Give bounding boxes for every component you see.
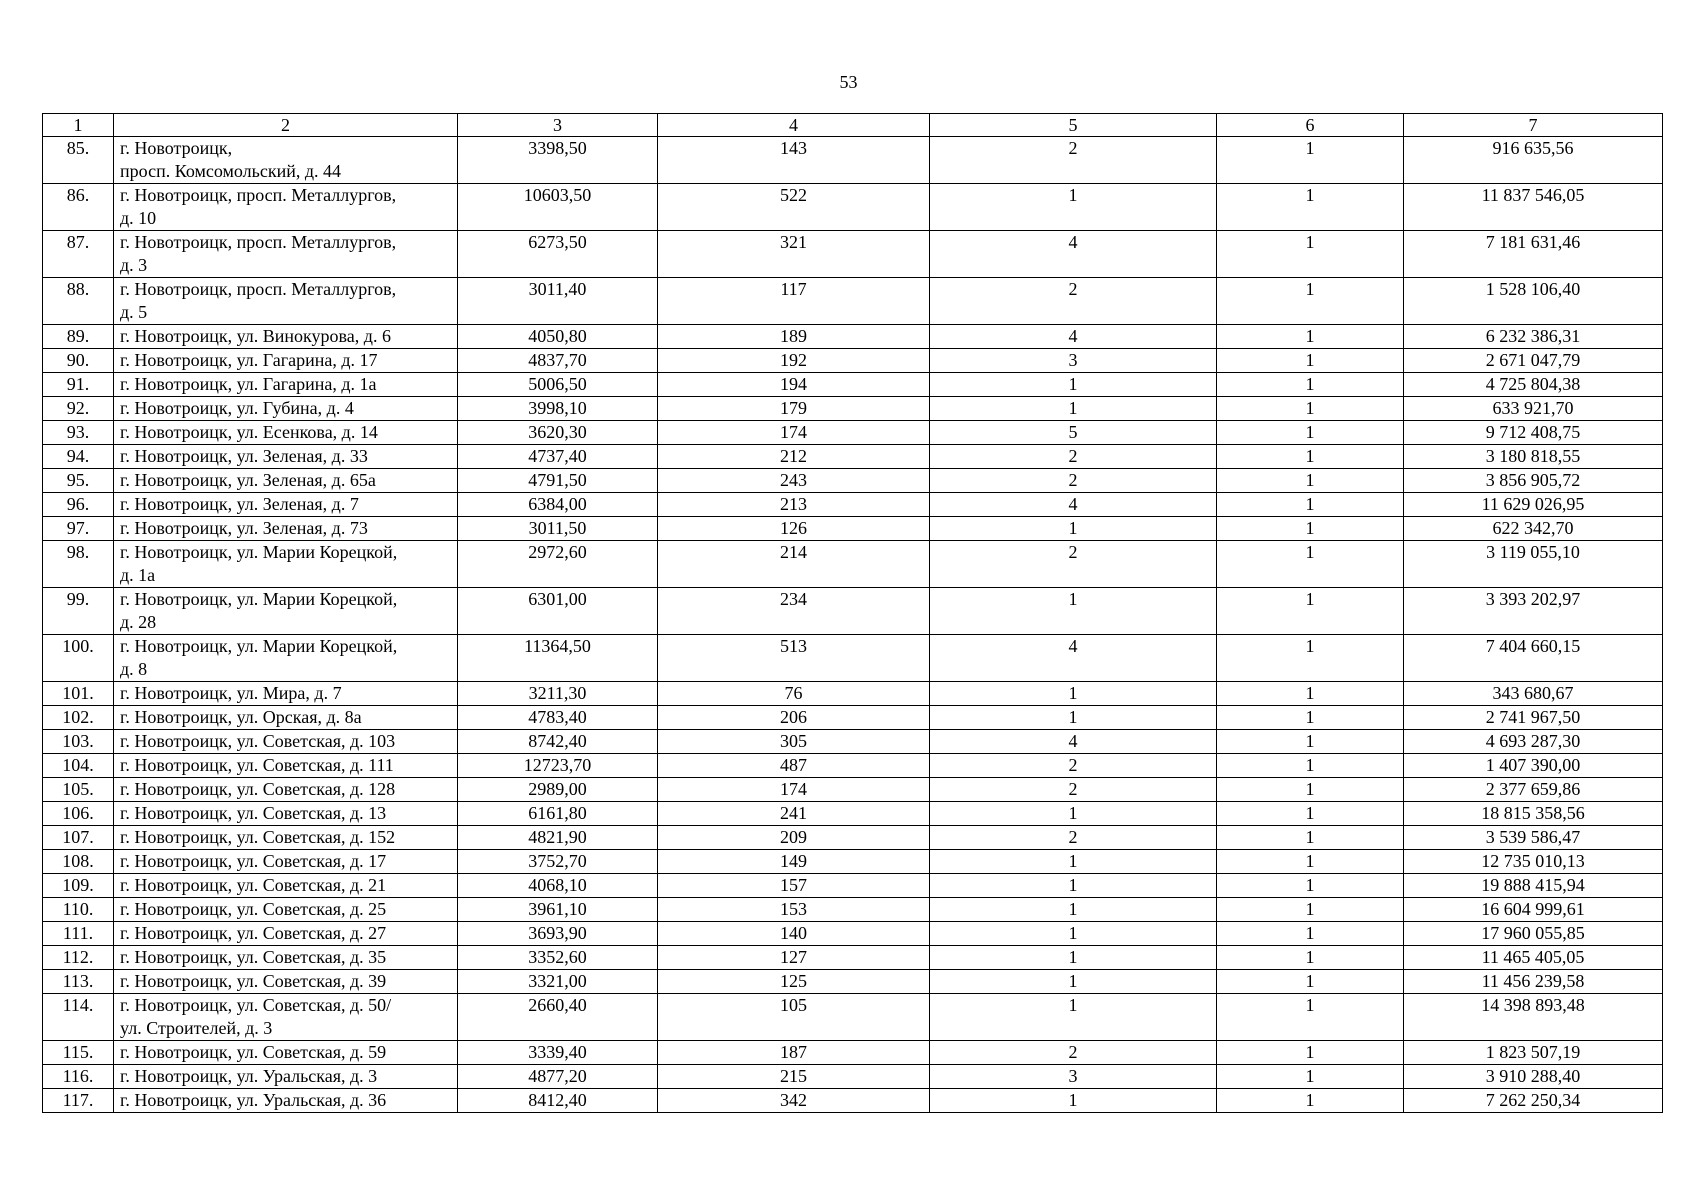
residents-cell: 342 (658, 1089, 930, 1113)
cost-cell: 11 456 239,58 (1404, 970, 1663, 994)
residents-cell: 105 (658, 994, 930, 1041)
row-number-cell: 93. (43, 421, 114, 445)
cost-cell: 7 404 660,15 (1404, 635, 1663, 682)
cost-cell: 622 342,70 (1404, 517, 1663, 541)
count-col5-cell: 1 (930, 802, 1217, 826)
address-cell: г. Новотроицк, ул. Советская, д. 103 (114, 730, 458, 754)
column-header-7: 7 (1404, 114, 1663, 137)
row-number-cell: 85. (43, 137, 114, 184)
area-cell: 4877,20 (458, 1065, 658, 1089)
row-number-cell: 100. (43, 635, 114, 682)
table-row (43, 469, 1663, 493)
count-col6-cell: 1 (1217, 137, 1404, 184)
area-cell: 3339,40 (458, 1041, 658, 1065)
row-number-cell: 88. (43, 278, 114, 325)
count-col5-cell: 2 (930, 541, 1217, 588)
address-cell: г. Новотроицк, ул. Советская, д. 128 (114, 778, 458, 802)
count-col6-cell: 1 (1217, 541, 1404, 588)
column-header-3: 3 (458, 114, 658, 137)
count-col6-cell: 1 (1217, 349, 1404, 373)
residents-cell: 127 (658, 946, 930, 970)
row-number-cell: 101. (43, 682, 114, 706)
address-cell: г. Новотроицк, ул. Советская, д. 13 (114, 802, 458, 826)
area-cell: 10603,50 (458, 184, 658, 231)
area-cell: 3693,90 (458, 922, 658, 946)
row-number-cell: 115. (43, 1041, 114, 1065)
count-col6-cell: 1 (1217, 730, 1404, 754)
table-row (43, 754, 1663, 778)
count-col6-cell: 1 (1217, 802, 1404, 826)
row-number-cell: 90. (43, 349, 114, 373)
count-col5-cell: 2 (930, 278, 1217, 325)
address-cell: г. Новотроицк, ул. Мира, д. 7 (114, 682, 458, 706)
count-col5-cell: 4 (930, 325, 1217, 349)
residents-cell: 192 (658, 349, 930, 373)
count-col6-cell: 1 (1217, 397, 1404, 421)
address-cell: г. Новотроицк, ул. Советская, д. 59 (114, 1041, 458, 1065)
cost-cell: 19 888 415,94 (1404, 874, 1663, 898)
row-number-cell: 109. (43, 874, 114, 898)
area-cell: 3352,60 (458, 946, 658, 970)
count-col6-cell: 1 (1217, 421, 1404, 445)
table-row (43, 826, 1663, 850)
residents-cell: 174 (658, 421, 930, 445)
cost-cell: 18 815 358,56 (1404, 802, 1663, 826)
cost-cell: 1 823 507,19 (1404, 1041, 1663, 1065)
area-cell: 8742,40 (458, 730, 658, 754)
table-row (43, 970, 1663, 994)
address-cell: г. Новотроицк, ул. Орская, д. 8а (114, 706, 458, 730)
count-col5-cell: 4 (930, 635, 1217, 682)
count-col5-cell: 1 (930, 184, 1217, 231)
table-row (43, 946, 1663, 970)
area-cell: 4050,80 (458, 325, 658, 349)
cost-cell: 3 856 905,72 (1404, 469, 1663, 493)
count-col5-cell: 2 (930, 1041, 1217, 1065)
count-col6-cell: 1 (1217, 517, 1404, 541)
row-number-cell: 86. (43, 184, 114, 231)
count-col5-cell: 2 (930, 137, 1217, 184)
table-row (43, 802, 1663, 826)
area-cell: 11364,50 (458, 635, 658, 682)
count-col5-cell: 1 (930, 922, 1217, 946)
cost-cell: 9 712 408,75 (1404, 421, 1663, 445)
address-cell: г. Новотроицк, ул. Марии Корецкой, д. 1а (114, 541, 458, 588)
table-row (43, 778, 1663, 802)
cost-cell: 3 539 586,47 (1404, 826, 1663, 850)
address-cell: г. Новотроицк, ул. Зеленая, д. 73 (114, 517, 458, 541)
count-col6-cell: 1 (1217, 325, 1404, 349)
row-number-cell: 105. (43, 778, 114, 802)
count-col6-cell: 1 (1217, 826, 1404, 850)
count-col6-cell: 1 (1217, 588, 1404, 635)
count-col5-cell: 4 (930, 730, 1217, 754)
cost-cell: 3 910 288,40 (1404, 1065, 1663, 1089)
area-cell: 3752,70 (458, 850, 658, 874)
row-number-cell: 116. (43, 1065, 114, 1089)
address-cell: г. Новотроицк, ул. Уральская, д. 3 (114, 1065, 458, 1089)
row-number-cell: 89. (43, 325, 114, 349)
cost-cell: 14 398 893,48 (1404, 994, 1663, 1041)
count-col5-cell: 1 (930, 970, 1217, 994)
area-cell: 3321,00 (458, 970, 658, 994)
count-col5-cell: 5 (930, 421, 1217, 445)
row-number-cell: 94. (43, 445, 114, 469)
residents-cell: 522 (658, 184, 930, 231)
registry-table (42, 113, 1663, 1113)
cost-cell: 4 693 287,30 (1404, 730, 1663, 754)
count-col6-cell: 1 (1217, 278, 1404, 325)
address-cell: г. Новотроицк, ул. Винокурова, д. 6 (114, 325, 458, 349)
address-cell: г. Новотроицк, ул. Советская, д. 25 (114, 898, 458, 922)
cost-cell: 7 262 250,34 (1404, 1089, 1663, 1113)
count-col5-cell: 1 (930, 588, 1217, 635)
count-col5-cell: 2 (930, 754, 1217, 778)
residents-cell: 174 (658, 778, 930, 802)
residents-cell: 234 (658, 588, 930, 635)
cost-cell: 2 377 659,86 (1404, 778, 1663, 802)
table-row (43, 373, 1663, 397)
residents-cell: 117 (658, 278, 930, 325)
row-number-cell: 108. (43, 850, 114, 874)
table-row (43, 137, 1663, 184)
address-cell: г. Новотроицк, ул. Советская, д. 27 (114, 922, 458, 946)
area-cell: 5006,50 (458, 373, 658, 397)
cost-cell: 11 837 546,05 (1404, 184, 1663, 231)
row-number-cell: 87. (43, 231, 114, 278)
residents-cell: 157 (658, 874, 930, 898)
row-number-cell: 114. (43, 994, 114, 1041)
count-col5-cell: 1 (930, 994, 1217, 1041)
area-cell: 3998,10 (458, 397, 658, 421)
address-cell: г. Новотроицк, ул. Зеленая, д. 33 (114, 445, 458, 469)
area-cell: 4837,70 (458, 349, 658, 373)
residents-cell: 305 (658, 730, 930, 754)
count-col5-cell: 2 (930, 469, 1217, 493)
count-col6-cell: 1 (1217, 469, 1404, 493)
row-number-cell: 117. (43, 1089, 114, 1113)
count-col6-cell: 1 (1217, 874, 1404, 898)
cost-cell: 343 680,67 (1404, 682, 1663, 706)
area-cell: 3211,30 (458, 682, 658, 706)
address-cell: г. Новотроицк, ул. Марии Корецкой, д. 28 (114, 588, 458, 635)
residents-cell: 206 (658, 706, 930, 730)
row-number-cell: 104. (43, 754, 114, 778)
row-number-cell: 92. (43, 397, 114, 421)
area-cell: 3620,30 (458, 421, 658, 445)
area-cell: 3398,50 (458, 137, 658, 184)
column-header-2: 2 (114, 114, 458, 137)
column-header-4: 4 (658, 114, 930, 137)
table-row (43, 850, 1663, 874)
area-cell: 12723,70 (458, 754, 658, 778)
count-col6-cell: 1 (1217, 706, 1404, 730)
cost-cell: 633 921,70 (1404, 397, 1663, 421)
row-number-cell: 102. (43, 706, 114, 730)
cost-cell: 1 407 390,00 (1404, 754, 1663, 778)
table-row (43, 325, 1663, 349)
count-col5-cell: 4 (930, 231, 1217, 278)
area-cell: 6301,00 (458, 588, 658, 635)
address-cell: г. Новотроицк, просп. Комсомольский, д. 44 (114, 137, 458, 184)
row-number-cell: 91. (43, 373, 114, 397)
count-col6-cell: 1 (1217, 994, 1404, 1041)
area-cell: 3961,10 (458, 898, 658, 922)
address-cell: г. Новотроицк, ул. Советская, д. 50/ ул. Строителей, д. 3 (114, 994, 458, 1041)
table-header (43, 114, 1663, 137)
row-number-cell: 110. (43, 898, 114, 922)
row-number-cell: 113. (43, 970, 114, 994)
count-col6-cell: 1 (1217, 1065, 1404, 1089)
column-header-5: 5 (930, 114, 1217, 137)
table-row (43, 1065, 1663, 1089)
header-row (43, 114, 1663, 137)
residents-cell: 149 (658, 850, 930, 874)
address-cell: г. Новотроицк, ул. Зеленая, д. 7 (114, 493, 458, 517)
area-cell: 2989,00 (458, 778, 658, 802)
table-row (43, 730, 1663, 754)
area-cell: 4068,10 (458, 874, 658, 898)
cost-cell: 7 181 631,46 (1404, 231, 1663, 278)
count-col5-cell: 1 (930, 898, 1217, 922)
area-cell: 6161,80 (458, 802, 658, 826)
count-col6-cell: 1 (1217, 682, 1404, 706)
row-number-cell: 106. (43, 802, 114, 826)
address-cell: г. Новотроицк, просп. Металлургов, д. 3 (114, 231, 458, 278)
address-cell: г. Новотроицк, ул. Советская, д. 17 (114, 850, 458, 874)
area-cell: 3011,40 (458, 278, 658, 325)
cost-cell: 12 735 010,13 (1404, 850, 1663, 874)
column-header-1: 1 (43, 114, 114, 137)
address-cell: г. Новотроицк, ул. Гагарина, д. 17 (114, 349, 458, 373)
area-cell: 6273,50 (458, 231, 658, 278)
cost-cell: 4 725 804,38 (1404, 373, 1663, 397)
cost-cell: 3 393 202,97 (1404, 588, 1663, 635)
table-row (43, 445, 1663, 469)
area-cell: 4821,90 (458, 826, 658, 850)
table-row (43, 994, 1663, 1041)
residents-cell: 179 (658, 397, 930, 421)
residents-cell: 126 (658, 517, 930, 541)
cost-cell: 2 741 967,50 (1404, 706, 1663, 730)
table-row (43, 184, 1663, 231)
address-cell: г. Новотроицк, ул. Советская, д. 111 (114, 754, 458, 778)
table-row (43, 278, 1663, 325)
row-number-cell: 97. (43, 517, 114, 541)
address-cell: г. Новотроицк, ул. Советская, д. 21 (114, 874, 458, 898)
count-col6-cell: 1 (1217, 635, 1404, 682)
count-col5-cell: 2 (930, 445, 1217, 469)
cost-cell: 916 635,56 (1404, 137, 1663, 184)
table-row (43, 682, 1663, 706)
residents-cell: 321 (658, 231, 930, 278)
count-col5-cell: 2 (930, 826, 1217, 850)
count-col5-cell: 1 (930, 1089, 1217, 1113)
count-col6-cell: 1 (1217, 850, 1404, 874)
cost-cell: 3 180 818,55 (1404, 445, 1663, 469)
count-col5-cell: 1 (930, 946, 1217, 970)
table-row (43, 231, 1663, 278)
count-col5-cell: 1 (930, 874, 1217, 898)
residents-cell: 187 (658, 1041, 930, 1065)
residents-cell: 212 (658, 445, 930, 469)
cost-cell: 1 528 106,40 (1404, 278, 1663, 325)
cost-cell: 2 671 047,79 (1404, 349, 1663, 373)
address-cell: г. Новотроицк, ул. Губина, д. 4 (114, 397, 458, 421)
count-col6-cell: 1 (1217, 970, 1404, 994)
address-cell: г. Новотроицк, ул. Советская, д. 39 (114, 970, 458, 994)
residents-cell: 189 (658, 325, 930, 349)
residents-cell: 487 (658, 754, 930, 778)
table-row (43, 349, 1663, 373)
area-cell: 4791,50 (458, 469, 658, 493)
row-number-cell: 107. (43, 826, 114, 850)
row-number-cell: 112. (43, 946, 114, 970)
area-cell: 8412,40 (458, 1089, 658, 1113)
table-row (43, 517, 1663, 541)
count-col6-cell: 1 (1217, 754, 1404, 778)
count-col5-cell: 2 (930, 778, 1217, 802)
residents-cell: 241 (658, 802, 930, 826)
cost-cell: 3 119 055,10 (1404, 541, 1663, 588)
count-col6-cell: 1 (1217, 778, 1404, 802)
count-col5-cell: 1 (930, 373, 1217, 397)
table-row (43, 922, 1663, 946)
row-number-cell: 96. (43, 493, 114, 517)
table-row (43, 635, 1663, 682)
residents-cell: 143 (658, 137, 930, 184)
residents-cell: 76 (658, 682, 930, 706)
area-cell: 3011,50 (458, 517, 658, 541)
area-cell: 2972,60 (458, 541, 658, 588)
table-row (43, 397, 1663, 421)
residents-cell: 513 (658, 635, 930, 682)
count-col5-cell: 1 (930, 397, 1217, 421)
row-number-cell: 99. (43, 588, 114, 635)
count-col6-cell: 1 (1217, 946, 1404, 970)
count-col5-cell: 1 (930, 850, 1217, 874)
count-col6-cell: 1 (1217, 1041, 1404, 1065)
area-cell: 2660,40 (458, 994, 658, 1041)
address-cell: г. Новотроицк, ул. Марии Корецкой, д. 8 (114, 635, 458, 682)
table-row (43, 1089, 1663, 1113)
row-number-cell: 111. (43, 922, 114, 946)
count-col5-cell: 1 (930, 517, 1217, 541)
page-number: 53 (839, 72, 858, 92)
address-cell: г. Новотроицк, ул. Советская, д. 152 (114, 826, 458, 850)
address-cell: г. Новотроицк, ул. Уральская, д. 36 (114, 1089, 458, 1113)
count-col5-cell: 4 (930, 493, 1217, 517)
residents-cell: 125 (658, 970, 930, 994)
count-col6-cell: 1 (1217, 445, 1404, 469)
table-row (43, 421, 1663, 445)
residents-cell: 209 (658, 826, 930, 850)
count-col5-cell: 1 (930, 682, 1217, 706)
table-body (43, 137, 1663, 1113)
count-col6-cell: 1 (1217, 922, 1404, 946)
count-col5-cell: 3 (930, 1065, 1217, 1089)
residents-cell: 153 (658, 898, 930, 922)
cost-cell: 11 629 026,95 (1404, 493, 1663, 517)
residents-cell: 194 (658, 373, 930, 397)
area-cell: 6384,00 (458, 493, 658, 517)
cost-cell: 17 960 055,85 (1404, 922, 1663, 946)
cost-cell: 6 232 386,31 (1404, 325, 1663, 349)
address-cell: г. Новотроицк, ул. Гагарина, д. 1а (114, 373, 458, 397)
count-col6-cell: 1 (1217, 898, 1404, 922)
table-row (43, 588, 1663, 635)
count-col6-cell: 1 (1217, 231, 1404, 278)
row-number-cell: 95. (43, 469, 114, 493)
row-number-cell: 103. (43, 730, 114, 754)
address-cell: г. Новотроицк, ул. Зеленая, д. 65а (114, 469, 458, 493)
row-number-cell: 98. (43, 541, 114, 588)
table-row (43, 1041, 1663, 1065)
count-col5-cell: 3 (930, 349, 1217, 373)
count-col5-cell: 1 (930, 706, 1217, 730)
count-col6-cell: 1 (1217, 493, 1404, 517)
address-cell: г. Новотроицк, ул. Есенкова, д. 14 (114, 421, 458, 445)
count-col6-cell: 1 (1217, 184, 1404, 231)
residents-cell: 140 (658, 922, 930, 946)
table-row (43, 706, 1663, 730)
table-row (43, 898, 1663, 922)
table-row (43, 541, 1663, 588)
residents-cell: 243 (658, 469, 930, 493)
count-col6-cell: 1 (1217, 1089, 1404, 1113)
column-header-6: 6 (1217, 114, 1404, 137)
table-row (43, 493, 1663, 517)
residents-cell: 215 (658, 1065, 930, 1089)
area-cell: 4737,40 (458, 445, 658, 469)
area-cell: 4783,40 (458, 706, 658, 730)
address-cell: г. Новотроицк, ул. Советская, д. 35 (114, 946, 458, 970)
table-row (43, 874, 1663, 898)
address-cell: г. Новотроицк, просп. Металлургов, д. 5 (114, 278, 458, 325)
residents-cell: 214 (658, 541, 930, 588)
cost-cell: 11 465 405,05 (1404, 946, 1663, 970)
cost-cell: 16 604 999,61 (1404, 898, 1663, 922)
count-col6-cell: 1 (1217, 373, 1404, 397)
address-cell: г. Новотроицк, просп. Металлургов, д. 10 (114, 184, 458, 231)
residents-cell: 213 (658, 493, 930, 517)
